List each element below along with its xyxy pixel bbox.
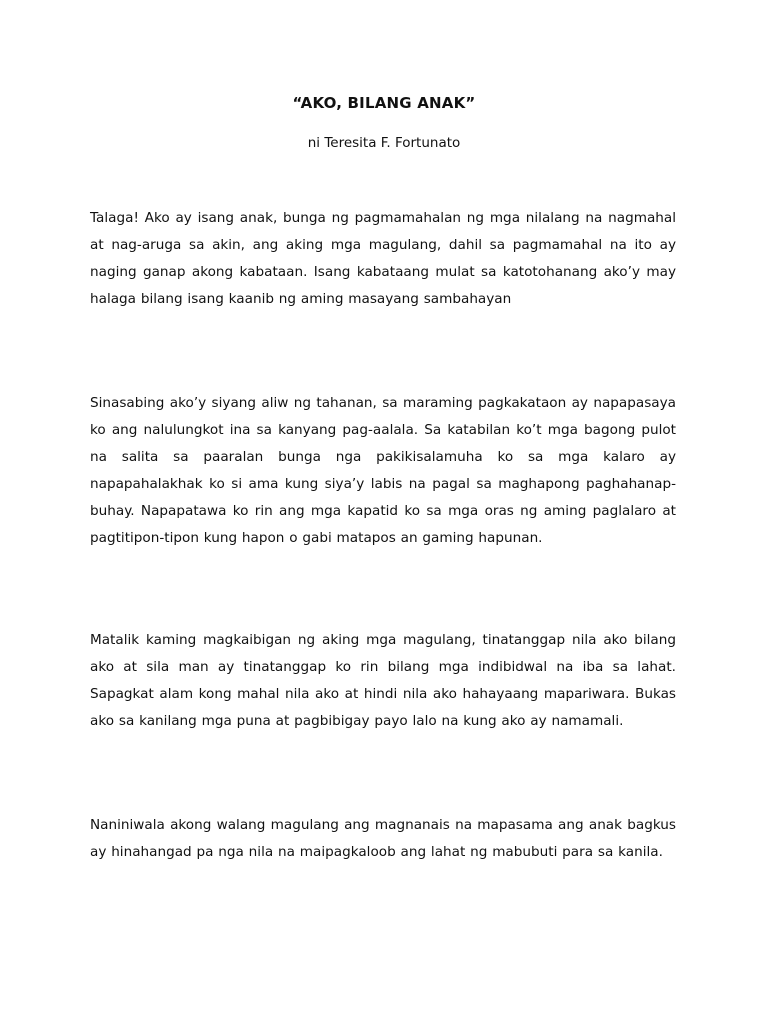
paragraph-4-block: [90, 812, 676, 866]
document-title: “AKO, BILANG ANAK”: [292, 94, 476, 112]
paragraph-1: Talaga! Ako ay isang anak, bunga ng pagmamahalan ng mga nilalang na nagmahal at nag-aruga sa akin, ang aking mga magulang, dahil sa pagmamahal na ito ay naging ganap akong kabataan. Isang kabataang mulat sa katotohanang ako’y may halaga bilang isang kaanib ng aming masayang sambahayan: [90, 210, 676, 307]
paragraph-2: Sinasabing ako’y siyang aliw ng tahanan, sa maraming pagkakataon ay napapasaya ko ang nalulungkot ina sa kanyang pag-aalala. Sa katabilan ko’t mga bagong pulot na salita sa paaralan bunga nga pakikisalamuha ko sa mga kalaro ay napapahalakhak ko si ama kung siya’y labis na pagal sa maghapong paghahanap-buhay. Napapatawa ko rin ang mga kapatid ko sa mga oras ng aming paglalaro at pagtitipon-tipon kung hapon o gabi matapos an gaming hapunan.: [90, 395, 676, 546]
paragraph-2-block: [90, 390, 676, 552]
paragraph-3: Matalik kaming magkaibigan ng aking mga magulang, tinatanggap nila ako bilang ako at sila man ay tinatanggap ko rin bilang mga indibidwal na iba sa lahat. Sapagkat alam kong mahal nila ako at hindi nila ako hahayaang mapariwara. Bukas ako sa kanilang mga puna at pagbibigay payo lalo na kung ako ay namamali.: [90, 632, 676, 729]
paragraph-1-block: [90, 205, 676, 313]
document-author: ni Teresita F. Fortunato: [307, 135, 461, 151]
paragraph-3-block: [90, 627, 676, 735]
paragraph-4: Naniniwala akong walang magulang ang magnanais na mapasama ang anak bagkus ay hinahangad pa nga nila na maipagkaloob ang lahat ng mabubuti para sa kanila.: [90, 817, 676, 860]
